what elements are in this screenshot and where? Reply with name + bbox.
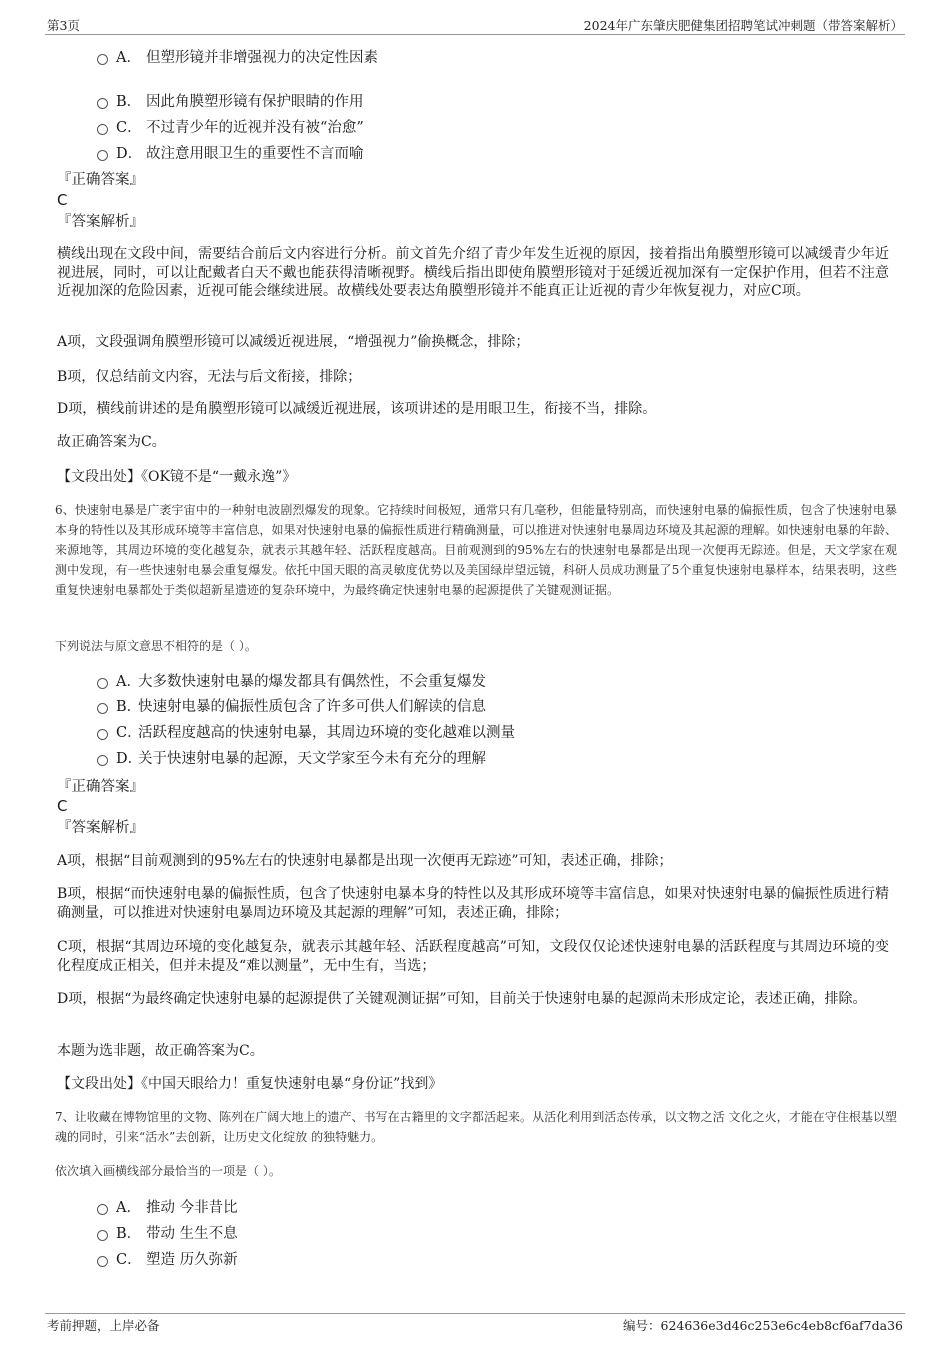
option-c[interactable]: C． 不过青少年的近视并没有被“治愈” (97, 118, 364, 138)
analysis-paragraph: B项，仅总结前文内容，无法与后文衔接，排除； (57, 369, 362, 385)
radio-icon[interactable] (97, 1256, 108, 1267)
radio-icon[interactable] (97, 150, 108, 161)
answer-value: C (57, 191, 68, 209)
radio-icon[interactable] (97, 98, 108, 109)
radio-icon[interactable] (97, 729, 108, 740)
footer-slogan: 考前押题，上岸必备 (47, 1318, 160, 1333)
option-d[interactable]: D．关于快速射电暴的起源，天文学家至今未有充分的理解 (97, 749, 486, 769)
page-header (45, 14, 905, 35)
option-c[interactable]: C． 塑造 历久弥新 (97, 1250, 238, 1270)
option-b[interactable]: B． 因此角膜塑形镜有保护眼睛的作用 (97, 92, 364, 112)
document-title: 2024年广东肇庆肥健集团招聘笔试冲刺题（带答案解析） (583, 18, 903, 33)
analysis-paragraph: 故正确答案为C。 (57, 434, 166, 450)
analysis-paragraph: A项，文段强调角膜塑形镜可以减缓近视进展，“增强视力”偷换概念，排除； (57, 334, 530, 350)
radio-icon[interactable] (97, 54, 108, 65)
question-stem: 依次填入画横线部分最恰当的一项是（ ）。 (55, 1164, 281, 1178)
option-b[interactable]: B．快速射电暴的偏振性质包含了许多可供人们解读的信息 (97, 697, 486, 717)
option-b[interactable]: B． 带动 生生不息 (97, 1224, 238, 1244)
option-d[interactable]: D． 故注意用眼卫生的重要性不言而喻 (97, 144, 364, 164)
option-a[interactable]: A．大多数快速射电暴的爆发都具有偶然性，不会重复爆发 (97, 672, 486, 692)
source-note: 【文段出处】《中国天眼给力！重复快速射电暴“身份证”找到》 (57, 1076, 443, 1092)
radio-icon[interactable] (97, 124, 108, 135)
analysis-label: 『答案解析』 (57, 820, 144, 836)
analysis-paragraph: D项，根据“为最终确定快速射电暴的起源提供了关键观测证据”可知，目前关于快速射电暴的起源尚未形成定论，表述正确，排除。 (57, 991, 867, 1007)
radio-icon[interactable] (97, 755, 108, 766)
question-text: 6、快速射电暴是广袤宇宙中的一种射电波剧烈爆发的现象。它持续时间极短，通常只有几毫秒，但能量特别高，而快速射电暴的偏振性质，包含了快速射电暴本身的特性以及其形成环境等丰富信息，如果对快速射电暴的偏振性质进行精确测量，可以推进对快速射电暴周边环境及其起源的理解。如快速射电暴的年龄、来源地等，其周边环境的变化越复杂，就表示其越年轻、活跃程度越高。目前观测到的95%左右的快速射电暴都是出现一次便再无踪迹。但是，天文学家在观测中发现，有一些快速射电暴会重复爆发。依托中国天眼的高灵敏度优势以及美国绿岸望远镜，科研人员成功测量了5个重复快速射电暴样本，结果表明，这些重复快速射电暴都处于类似超新星遗迹的复杂环境中，为最终确定快速射电暴的起源提供了关键观测证据。 (55, 503, 897, 597)
radio-icon[interactable] (97, 678, 108, 689)
radio-icon[interactable] (97, 1230, 108, 1241)
question-stem: 下列说法与原文意思不相符的是（ ）。 (55, 639, 257, 653)
analysis-paragraph: A项，根据“目前观测到的95%左右的快速射电暴都是出现一次便再无踪迹”可知，表述正确，排除； (57, 853, 673, 869)
page-footer (45, 1313, 905, 1334)
source-note: 【文段出处】《OK镜不是“一戴永逸”》 (57, 469, 297, 485)
answer-value: C (57, 797, 68, 815)
analysis-label: 『答案解析』 (57, 214, 144, 230)
radio-icon[interactable] (97, 1204, 108, 1215)
question-text: 7、让收藏在博物馆里的文物、陈列在广阔大地上的遗产、书写在古籍里的文字都活起来。从活化利用到活态传承，以文物之活 文化之火，才能在守住根基以塑魂的同时，引来“活水”去创新，让历史文化绽放 的独特魅力。 (55, 1110, 897, 1144)
radio-icon[interactable] (97, 703, 108, 714)
option-a[interactable]: A． 但塑形镜并非增强视力的决定性因素 (97, 48, 378, 68)
analysis-paragraph: C项，根据“其周边环境的变化越复杂，就表示其越年轻、活跃程度越高”可知，文段仅仅论述快速射电暴的活跃程度与其周边环境的变化程度成正相关，但并未提及“难以测量”，无中生有，当选； (57, 939, 889, 974)
option-c[interactable]: C．活跃程度越高的快速射电暴，其周边环境的变化越难以测量 (97, 723, 515, 743)
analysis-paragraph: 本题为选非题，故正确答案为C。 (57, 1043, 264, 1059)
page-number: 第3页 (47, 18, 80, 33)
answer-label: 『正确答案』 (57, 779, 144, 795)
document-code: 编号：624636e3d46c253e6c4eb8cf6af7da36 (623, 1318, 903, 1333)
analysis-paragraph: D项，横线前讲述的是角膜塑形镜可以减缓近视进展，该项讲述的是用眼卫生，衔接不当，排除。 (57, 401, 657, 417)
analysis-paragraph: 横线出现在文段中间，需要结合前后文内容进行分析。前文首先介绍了青少年发生近视的原因，接着指出角膜塑形镜可以减缓青少年近视进展，同时，可以让配戴者白天不戴也能获得清晰视野。横线后指出即使角膜塑形镜对于延缓近视加深有一定保护作用，但若不注意近视加深的危险因素，近视可能会继续进展。故横线处要表达角膜塑形镜并不能真正让近视的青少年恢复视力，对应C项。 (57, 246, 889, 299)
option-a[interactable]: A． 推动 今非昔比 (97, 1198, 238, 1218)
analysis-paragraph: B项，根据“而快速射电暴的偏振性质，包含了快速射电暴本身的特性以及其形成环境等丰富信息，如果对快速射电暴的偏振性质进行精确测量，可以推进对快速射电暴周边环境及其起源的理解”可知，表述正确，排除； (57, 886, 889, 921)
answer-label: 『正确答案』 (57, 172, 144, 188)
